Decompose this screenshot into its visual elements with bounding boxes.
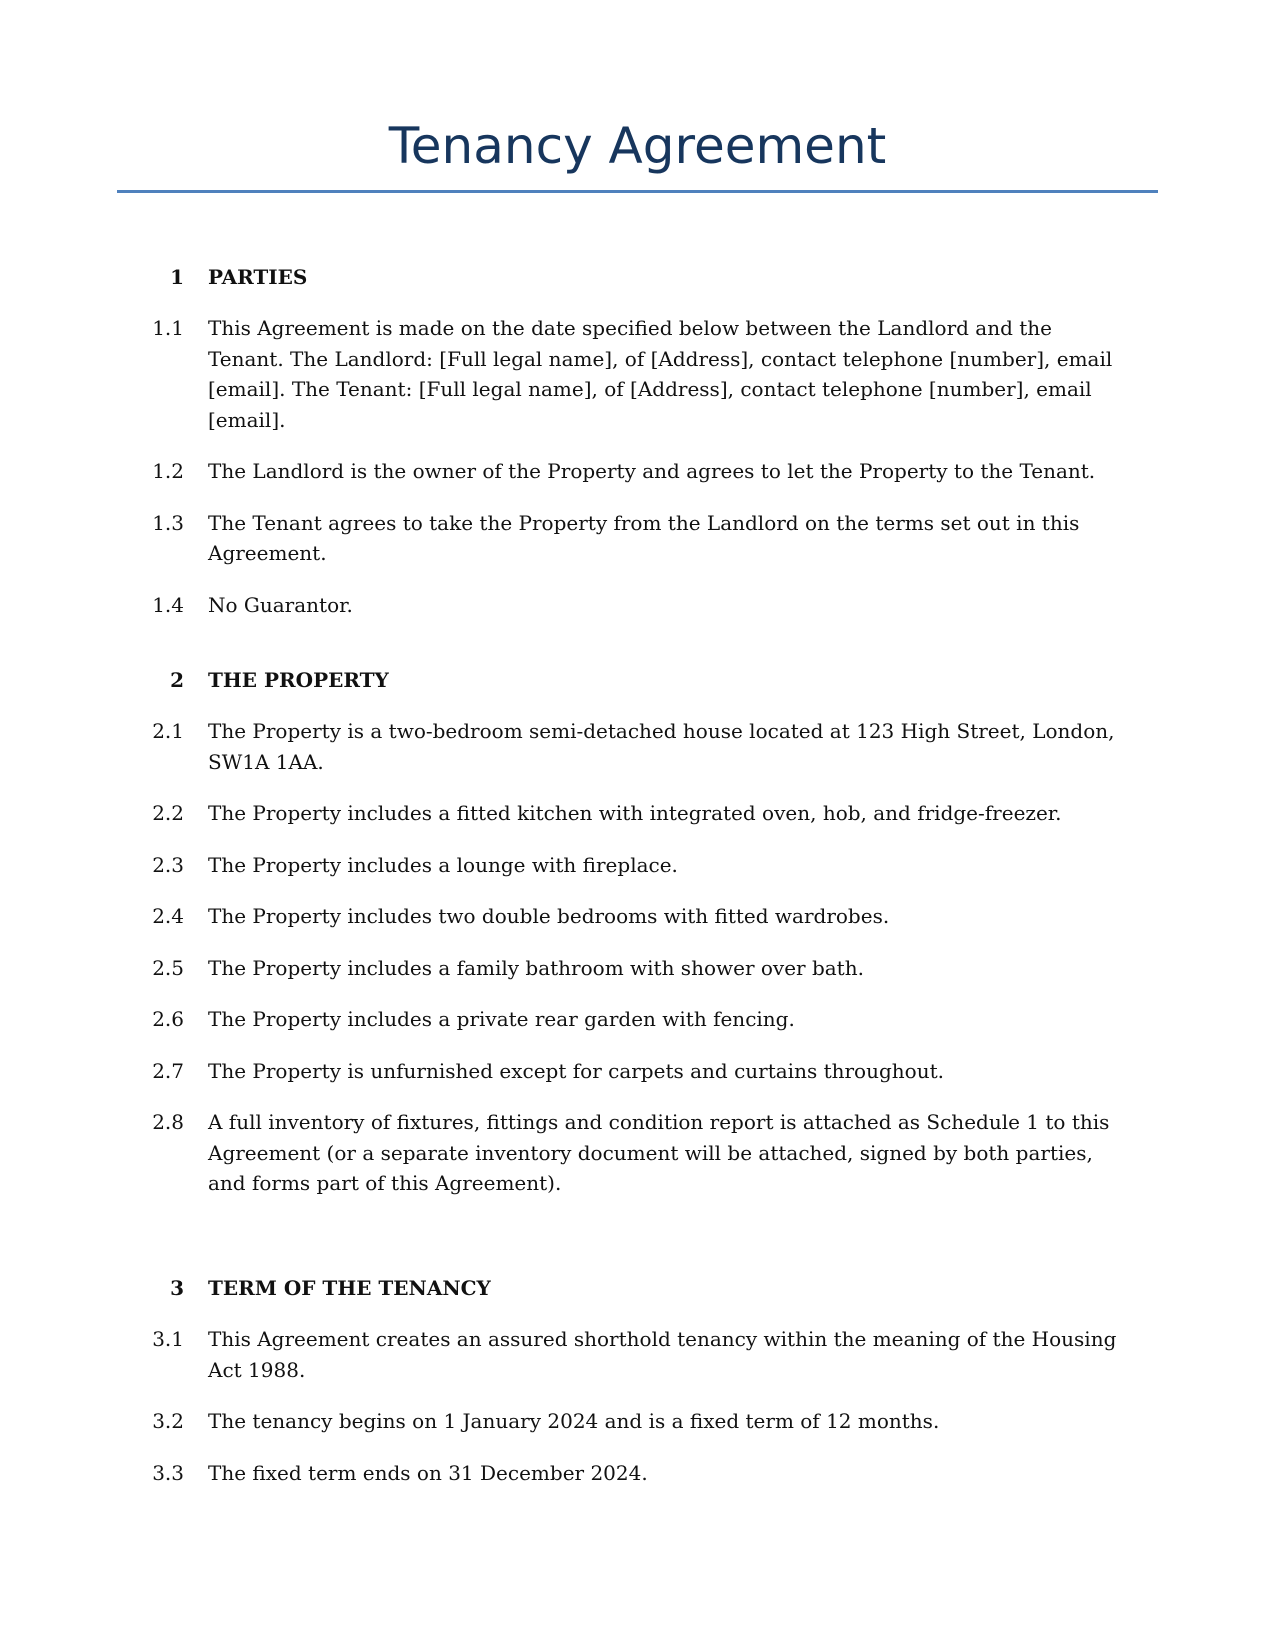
clause-list: [0, 313, 1275, 620]
section-title: THE PROPERTY: [208, 668, 389, 692]
clause-number: 1.3: [152, 510, 184, 535]
section-title: TERM OF THE TENANCY: [208, 1276, 491, 1300]
document-title: Tenancy Agreement: [388, 117, 887, 175]
clause-number: 3.3: [152, 1460, 184, 1485]
clause-number: 2.2: [152, 801, 184, 825]
clause: [0, 456, 1275, 487]
clause-number: 2.3: [152, 852, 184, 877]
clause-number: 2.4: [152, 904, 184, 928]
clause-number: 2.7: [152, 1058, 184, 1083]
clause-number: 2.1: [152, 719, 184, 743]
clause-number: 1.4: [152, 592, 184, 617]
clause-text: The Property includes a fitted kitchen with integrated oven, hob, and fridge-freezer.: [208, 801, 1062, 825]
clause-text: The tenancy begins on 1 January 2024 and is a fixed term of 12 months.: [208, 1409, 940, 1433]
section-number: 3: [170, 1276, 184, 1300]
clause: [0, 590, 1275, 621]
clause-list: [0, 1324, 1275, 1488]
clause-text: The Landlord is the owner of the Property and agrees to let the Property to the Tenant.: [208, 459, 1096, 483]
clause: [0, 901, 1275, 932]
clause-text: The fixed term ends on 31 December 2024.: [208, 1460, 648, 1485]
section-heading: [0, 665, 1275, 695]
section-title: PARTIES: [208, 265, 308, 289]
clause-text: No Guarantor.: [208, 592, 353, 617]
clause-text: The Property includes a family bathroom with shower over bath.: [208, 955, 864, 980]
section-heading: [0, 1273, 1275, 1303]
clause: [0, 1056, 1275, 1087]
section-heading: [0, 262, 1275, 292]
clause-text: The Property includes two double bedrooms with fitted wardrobes.: [208, 904, 890, 928]
section-parties: [0, 262, 1275, 641]
clause: [0, 508, 1275, 569]
section-number: 1: [170, 265, 184, 289]
clause: [0, 716, 1275, 777]
section-number: 2: [170, 668, 184, 692]
clause-number: 3.2: [152, 1409, 184, 1433]
section-property: [0, 665, 1275, 1220]
title-underline: [117, 190, 1158, 193]
clause-text: This Agreement creates an assured shorthold tenancy within the meaning of the Housing Act 1988.: [208, 1327, 1117, 1382]
clause: [0, 1458, 1275, 1489]
clause-number: 1.2: [152, 459, 184, 483]
clause-text: The Property includes a private rear garden with fencing.: [208, 1007, 795, 1031]
clause-text: The Tenant agrees to take the Property from the Landlord on the terms set out in this Agreement.: [208, 510, 1080, 565]
clause-text: The Property includes a lounge with fireplace.: [208, 852, 678, 877]
clause-list: [0, 716, 1275, 1199]
clause-number: 2.5: [152, 955, 184, 980]
clause: [0, 850, 1275, 881]
clause-number: 3.1: [152, 1327, 184, 1351]
clause: [0, 1004, 1275, 1035]
clause: [0, 1406, 1275, 1437]
clause-text: This Agreement is made on the date specified below between the Landlord and the Tenant. The Landlord: [Full legal name], of [Address], contact telephone [number], email [email]. The Tenant: [Full legal name], of [Address], contact telephone [number], email [email].: [208, 316, 1113, 432]
clause-text: The Property is a two-bedroom semi-detached house located at 123 High Street, London, SW1A 1AA.: [208, 719, 1115, 774]
clause-text: A full inventory of fixtures, fittings and condition report is attached as Schedule 1 to this Agreement (or a separate inventory document will be attached, signed by both parties, and forms part of this Agreement).: [208, 1110, 1110, 1195]
clause: [0, 798, 1275, 829]
clause: [0, 313, 1275, 435]
clause: [0, 953, 1275, 984]
clause-number: 2.8: [152, 1110, 184, 1134]
section-term: [0, 1273, 1275, 1509]
clause: [0, 1107, 1275, 1199]
clause-number: 1.1: [152, 316, 184, 340]
clause-text: The Property is unfurnished except for carpets and curtains throughout.: [208, 1058, 944, 1083]
clause-number: 2.6: [152, 1007, 184, 1031]
clause: [0, 1324, 1275, 1385]
